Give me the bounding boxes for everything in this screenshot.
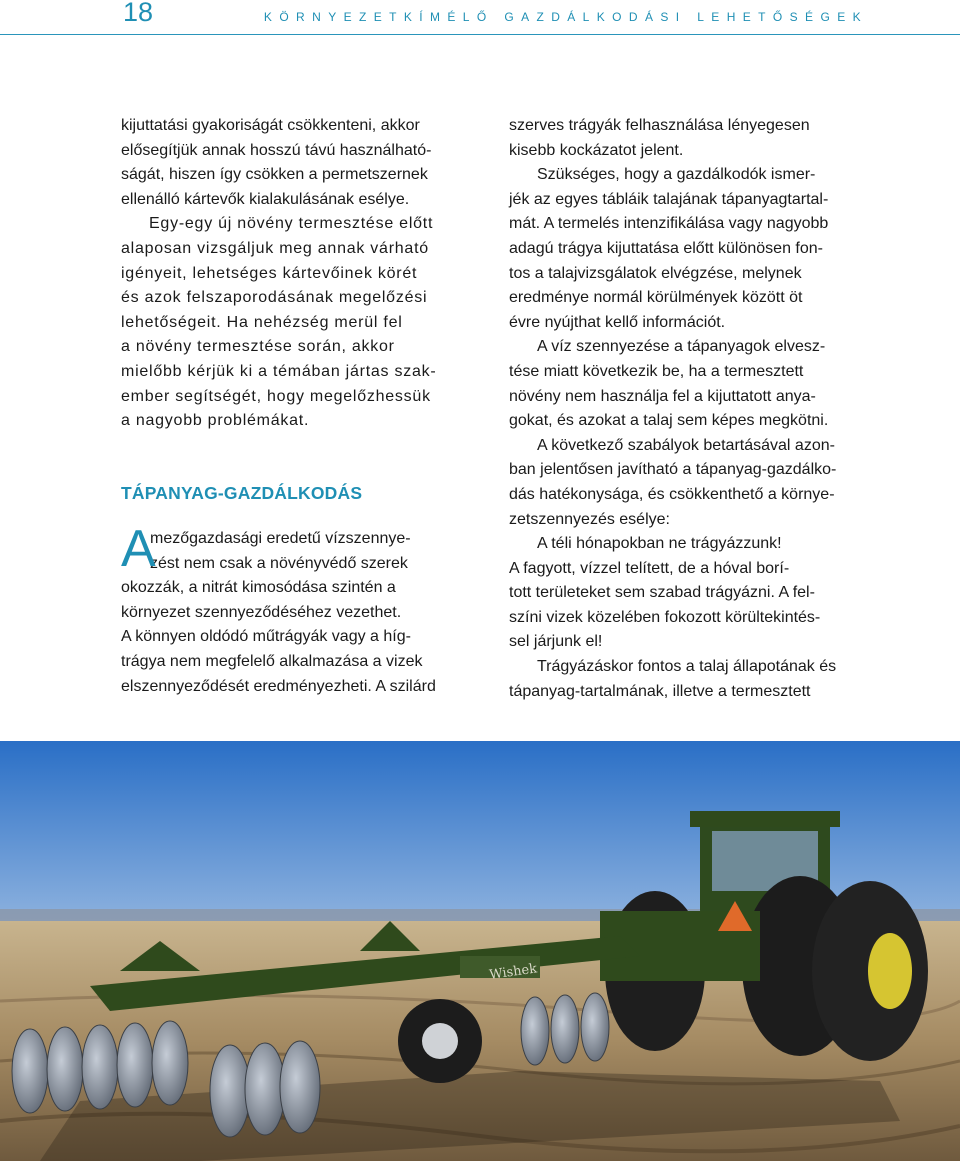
text-line: növény nem használja fel a kijuttatott anya- (509, 387, 816, 405)
text-line: ellenálló kártevők kialakulásának esélye. (121, 190, 410, 208)
page-number: 18 (123, 0, 154, 27)
text-line: Egy-egy új növény termesztése előtt (149, 215, 434, 233)
text-line: trágya nem megfelelő alkalmazása a vizek (121, 652, 423, 670)
text-line: a növény termesztése során, akkor (121, 338, 395, 356)
text-line: tápanyag-tartalmának, illetve a termesztett (509, 682, 811, 700)
text-line: zést nem csak a növényvédő szerek (150, 554, 408, 572)
page-header (0, 0, 960, 36)
text-line: mezőgazdasági eredetű vízszennye- (150, 530, 411, 547)
header-rule (0, 34, 960, 35)
text-line: környezet szennyeződéséhez vezethet. (121, 603, 402, 621)
text-line: jék az egyes tábláik talajának tápanyagtartal- (509, 190, 829, 208)
text-line: a nagyobb problémákat. (121, 412, 310, 430)
text-line: A víz szennyezése a tápanyagok elvesz- (537, 338, 826, 356)
text-line: A könnyen oldódó műtrágyák vagy a híg- (121, 628, 411, 646)
right-column (509, 114, 879, 704)
text-line: A következő szabályok betartásával azon- (537, 436, 835, 454)
text-line: zetszennyezés esélye: (509, 510, 670, 528)
text-line: gokat, és azokat a talaj sem képes megkötni. (509, 412, 829, 430)
text-line: A fagyott, vízzel telített, de a hóval borí- (509, 559, 790, 577)
text-line: adagú trágya kijuttatása előtt különösen fon- (509, 239, 823, 257)
text-line: tése miatt következik be, ha a termesztett (509, 362, 804, 380)
left-column (121, 114, 481, 434)
text-line: Trágyázáskor fontos a talaj állapotának és (537, 658, 837, 676)
text-line: dás hatékonysága, és csökkenthető a környe- (509, 485, 835, 503)
text-line: eredménye normál körülmények között öt (509, 289, 803, 307)
drop-cap-paragraph (121, 520, 481, 699)
text-line: ban jelentősen javítható a tápanyag-gazdálko- (509, 461, 837, 479)
text-line: elszennyeződését eredményezheti. A szilárd (121, 677, 436, 695)
running-head: KÖRNYEZETKÍMÉLŐ GAZDÁLKODÁSI LEHETŐSÉGEK (263, 10, 868, 24)
text-line: alaposan vizsgáljuk meg annak várható (121, 239, 429, 257)
text-line: elősegítjük annak hosszú távú használható- (121, 141, 432, 159)
text-line: évre nyújthat kellő információt. (509, 313, 726, 331)
section-title: TÁPANYAG-GAZDÁLKODÁS (121, 483, 363, 503)
tractor-photo (0, 741, 960, 1161)
text-line: A téli hónapokban ne trágyázzunk! (537, 535, 782, 553)
text-line: lehetőségeit. Ha nehézség merül fel (121, 313, 403, 331)
text-line: ember segítségét, hogy megelőzhessük (121, 387, 431, 405)
text-line: mát. A termelés intenzifikálása vagy nagyobb (509, 215, 829, 233)
text-line: sel járjunk el! (509, 633, 603, 651)
text-line: kijuttatási gyakoriságát csökkenteni, akkor (121, 117, 420, 134)
text-line: tos a talajvizsgálatok elvégzése, melynek (509, 264, 802, 282)
brand-label: Wishek (488, 961, 538, 983)
text-line: Szükséges, hogy a gazdálkodók ismer- (537, 166, 816, 184)
text-line: kisebb kockázatot jelent. (509, 141, 684, 159)
text-line: tott területeket sem szabad trágyázni. A fel- (509, 584, 815, 602)
text-line: mielőbb kérjük ki a témában jártas szak- (121, 362, 437, 380)
drop-cap: A (121, 520, 156, 578)
text-line: ságát, hiszen így csökken a permetszernek (121, 166, 428, 184)
text-line: szerves trágyák felhasználása lényegesen (509, 117, 810, 134)
text-line: és azok felszaporodásának megelőzési (121, 289, 428, 307)
text-line: igényeit, lehetséges kártevőinek körét (121, 264, 418, 282)
text-line: okozzák, a nitrát kimosódása szintén a (121, 579, 396, 597)
text-line: színi vizek közelében fokozott körültekintés- (509, 608, 821, 626)
